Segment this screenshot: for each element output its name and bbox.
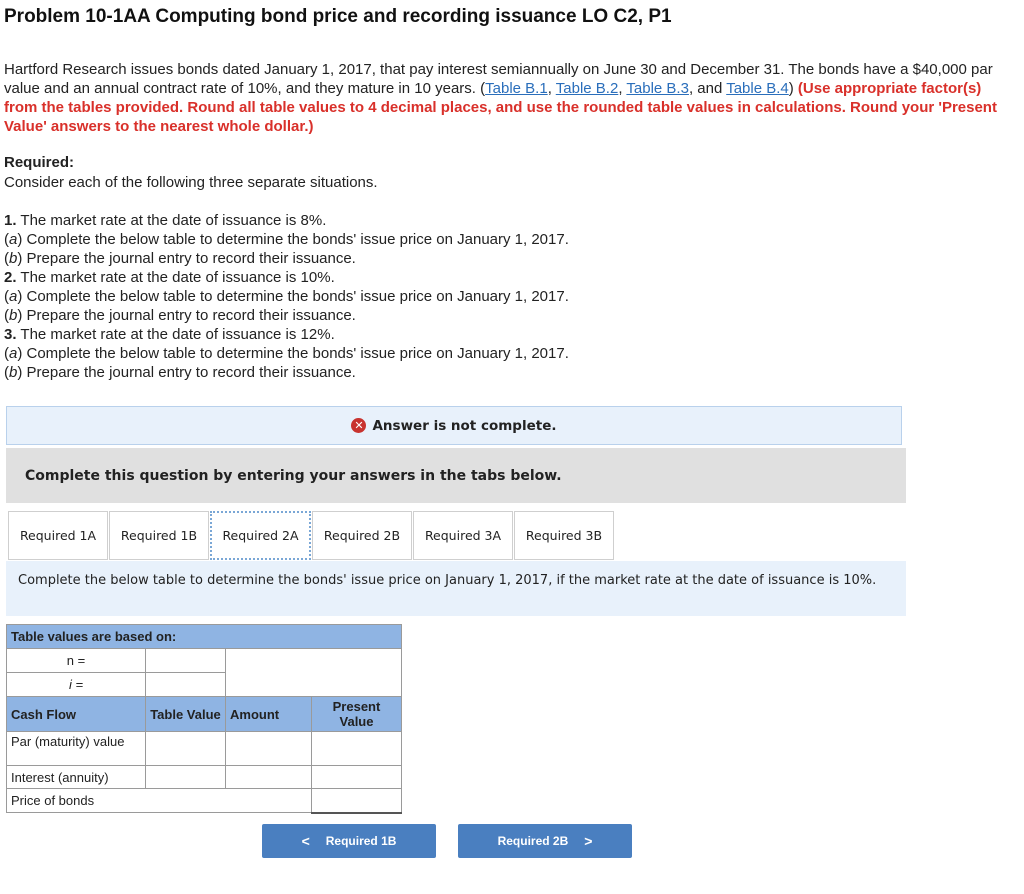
table-value-header: Table Value (146, 697, 226, 732)
list-item: (a) Complete the below table to determine the bonds' issue price on January 1, 2017. (4, 231, 569, 248)
n-label: n = (7, 649, 146, 673)
interest-annuity-label: Interest (annuity) (7, 766, 146, 789)
required-text: Consider each of the following three separate situations. (4, 174, 378, 191)
par-amount-input[interactable] (226, 732, 312, 766)
table-b3-link[interactable]: Table B.3 (626, 80, 689, 97)
list-item: (a) Complete the below table to determine the bonds' issue price on January 1, 2017. (4, 345, 569, 362)
required-heading: Required: (4, 154, 75, 171)
interest-present-value-input[interactable] (312, 766, 402, 789)
prev-tab-button[interactable] (262, 824, 436, 858)
interest-table-value-input[interactable] (146, 766, 226, 789)
list-item: 2. The market rate at the date of issuance is 10%. (4, 269, 335, 286)
price-of-bonds-input[interactable] (312, 789, 402, 813)
list-item: (b) Prepare the journal entry to record their issuance. (4, 307, 356, 324)
prev-button-label: Required 1B (325, 834, 397, 848)
table-b2-link[interactable]: Table B.2 (555, 80, 619, 97)
chevron-left-icon: < (301, 833, 310, 849)
i-label: i = (7, 673, 146, 697)
list-item: (b) Prepare the journal entry to record their issuance. (4, 364, 356, 381)
i-input[interactable] (146, 673, 226, 697)
interest-amount-input[interactable] (226, 766, 312, 789)
list-item: 3. The market rate at the date of issuance is 12%. (4, 326, 335, 343)
tab-required-1b[interactable]: Required 1B (109, 511, 209, 560)
problem-intro: Hartford Research issues bonds dated January 1, 2017, that pay interest semiannually on June 30 and December 31. The bonds have a $40,000 par value and an annual contract rate of 10%, and they mature in 10 years. (Table B.1, Table B.2, Table B.3, and Table B.4) (Use appropriate factor(s) from the tables provided. Round all table values to 4 decimal places, and use the rounded table values in calculations. Round your 'Present Value' answers to the nearest whole dollar.) (4, 61, 997, 135)
par-value-label: Par (maturity) value (7, 732, 146, 766)
table-row (7, 732, 402, 766)
chevron-right-icon: > (584, 833, 593, 849)
intro-text: Hartford Research issues bonds dated January 1, 2017, that pay interest semiannually on June 30 and December 31. The bonds have a $40,000 par value and an annual contract rate of 10%, and they mature in 10 years. ( (4, 61, 993, 97)
tabs-instruction: Complete this question by entering your answers in the tabs below. (6, 448, 906, 503)
par-table-value-input[interactable] (146, 732, 226, 766)
status-text: Answer is not complete. (372, 417, 557, 434)
problem-title: Problem 10-1AA Computing bond price and recording issuance LO C2, P1 (4, 6, 672, 27)
tab-required-3a[interactable]: Required 3A (413, 511, 513, 560)
table-row (7, 789, 402, 813)
table-b1-link[interactable]: Table B.1 (485, 80, 548, 97)
table-based-on-header: Table values are based on: (7, 625, 402, 649)
present-value-header: Present Value (312, 697, 402, 732)
x-circle-icon: ✕ (351, 418, 366, 433)
tab-bar (8, 511, 615, 560)
question-prompt: Complete the below table to determine the bonds' issue price on January 1, 2017, if the market rate at the date of issuance is 10%. (6, 561, 906, 616)
table-b4-link[interactable]: Table B.4 (726, 80, 789, 97)
next-tab-button[interactable] (458, 824, 632, 858)
list-item: (a) Complete the below table to determine the bonds' issue price on January 1, 2017. (4, 288, 569, 305)
tab-required-2a[interactable]: Required 2A (210, 511, 311, 560)
intro-instructions: (Use appropriate factor(s) from the tables provided. Round all table values to 4 decimal places, and use the rounded table values in calculations. Round your 'Present Value' answers to the nearest whole dollar.) (4, 80, 997, 135)
price-of-bonds-label: Price of bonds (7, 789, 312, 813)
n-input[interactable] (146, 649, 226, 673)
next-button-label: Required 2B (497, 834, 569, 848)
requirements-list (4, 211, 569, 382)
present-value-table (6, 624, 402, 814)
answer-status-banner (6, 406, 902, 445)
par-present-value-input[interactable] (312, 732, 402, 766)
table-row (7, 766, 402, 789)
amount-header: Amount (226, 697, 312, 732)
tab-required-3b[interactable]: Required 3B (514, 511, 614, 560)
list-item: 1. The market rate at the date of issuance is 8%. (4, 212, 327, 229)
list-item: (b) Prepare the journal entry to record their issuance. (4, 250, 356, 267)
tab-required-2b[interactable]: Required 2B (312, 511, 412, 560)
tab-required-1a[interactable]: Required 1A (8, 511, 108, 560)
cash-flow-header: Cash Flow (7, 697, 146, 732)
